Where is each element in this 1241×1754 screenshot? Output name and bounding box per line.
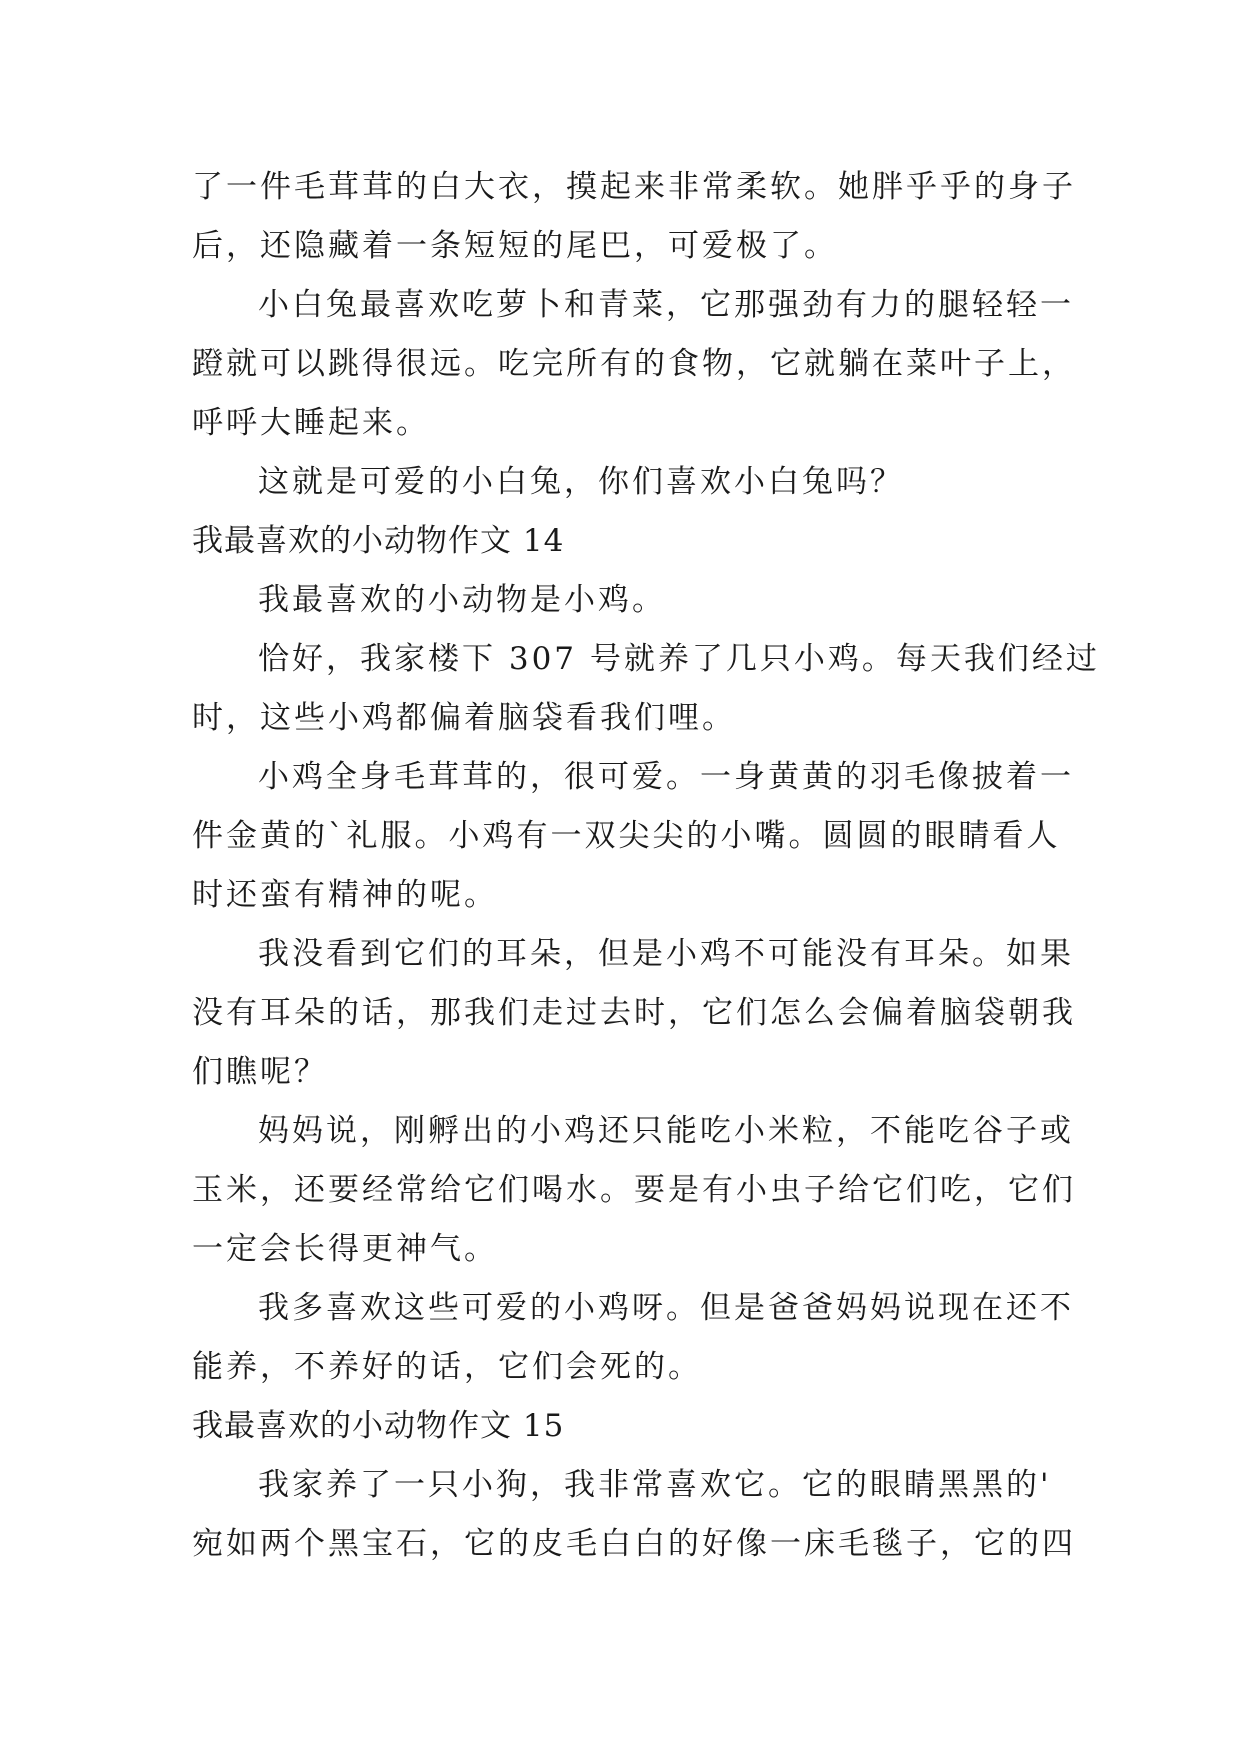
paragraph-first-line: 我多喜欢这些可爱的小鸡呀。但是爸爸妈妈说现在还不 <box>258 1290 1074 1326</box>
section-heading: 我最喜欢的小动物作文 14 <box>192 523 565 559</box>
paragraph-first-line: 恰好，我家楼下 307 号就养了几只小鸡。每天我们经过 <box>258 641 1100 677</box>
paragraph-first-line: 我家养了一只小狗，我非常喜欢它。它的眼睛黑黑的' <box>258 1467 1052 1503</box>
paragraph-first-line: 我没看到它们的耳朵，但是小鸡不可能没有耳朵。如果 <box>258 936 1074 972</box>
text-line: 时，这些小鸡都偏着脑袋看我们哩。 <box>192 700 736 736</box>
text-line: 能养，不养好的话，它们会死的。 <box>192 1349 702 1385</box>
text-line: 时还蛮有精神的呢。 <box>192 877 498 913</box>
document-body <box>192 158 1100 1574</box>
text-line: 后，还隐藏着一条短短的尾巴，可爱极了。 <box>192 228 838 264</box>
text-line: 蹬就可以跳得很远。吃完所有的食物，它就躺在菜叶子上， <box>192 346 1076 382</box>
section-heading: 我最喜欢的小动物作文 15 <box>192 1408 565 1444</box>
paragraph-first-line: 我最喜欢的小动物是小鸡。 <box>258 582 666 618</box>
text-line: 呼呼大睡起来。 <box>192 405 430 441</box>
text-line: 玉米，还要经常给它们喝水。要是有小虫子给它们吃，它们 <box>192 1172 1076 1208</box>
paragraph-first-line: 小鸡全身毛茸茸的，很可爱。一身黄黄的羽毛像披着一 <box>258 759 1074 795</box>
paragraph-first-line: 这就是可爱的小白兔，你们喜欢小白兔吗？ <box>258 464 904 500</box>
text-line: 没有耳朵的话，那我们走过去时，它们怎么会偏着脑袋朝我 <box>192 995 1076 1031</box>
text-line: 一定会长得更神气。 <box>192 1231 498 1267</box>
text-line: 们瞧呢？ <box>192 1054 328 1090</box>
text-line: 了一件毛茸茸的白大衣，摸起来非常柔软。她胖乎乎的身子 <box>192 169 1076 205</box>
text-line: 件金黄的`礼服。小鸡有一双尖尖的小嘴。圆圆的眼睛看人 <box>192 818 1061 854</box>
paragraph-first-line: 小白兔最喜欢吃萝卜和青菜，它那强劲有力的腿轻轻一 <box>258 287 1074 323</box>
text-line: 宛如两个黑宝石，它的皮毛白白的好像一床毛毯子，它的四 <box>192 1526 1076 1562</box>
paragraph-first-line: 妈妈说，刚孵出的小鸡还只能吃小米粒，不能吃谷子或 <box>258 1113 1074 1149</box>
